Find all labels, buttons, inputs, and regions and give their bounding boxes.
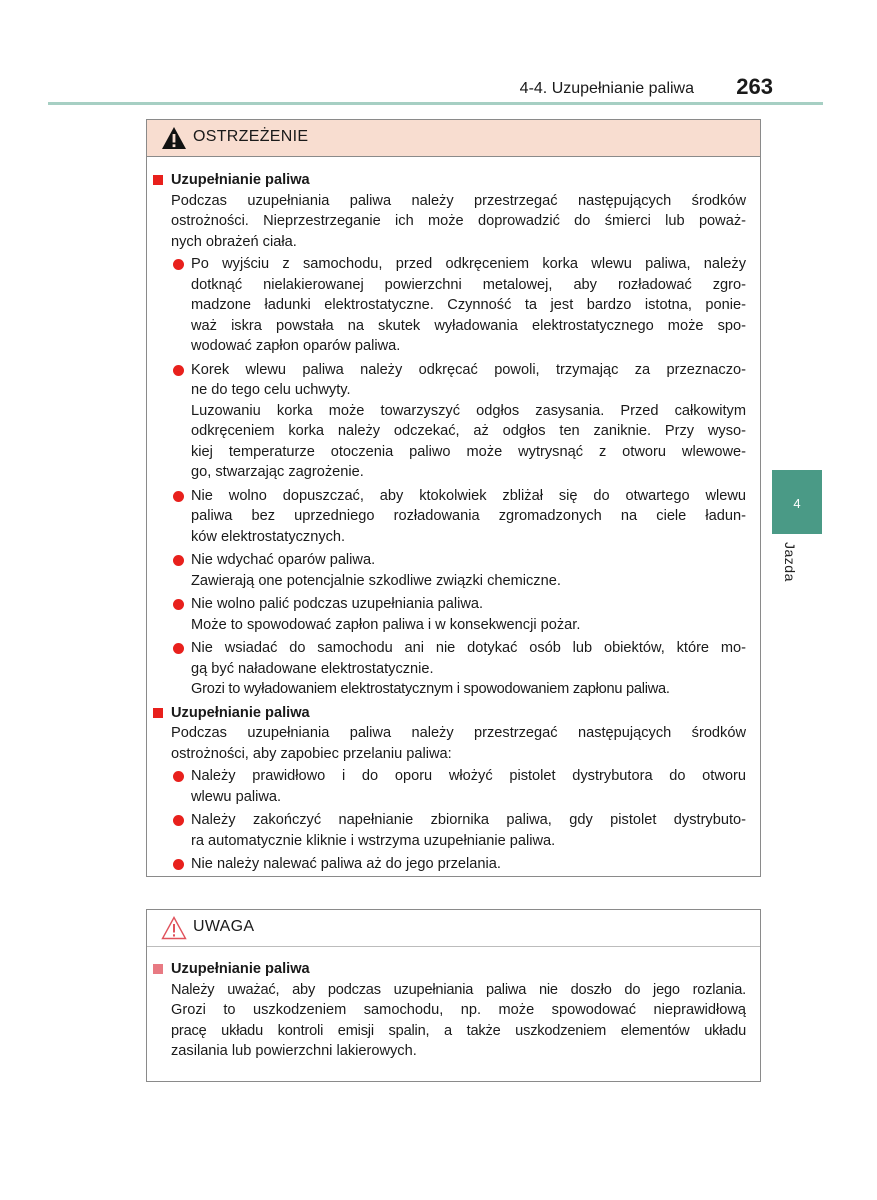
warning-content — [153, 170, 746, 878]
chapter-tab[interactable] — [772, 470, 822, 534]
section-title: 4-4. Uzupełnianie paliwa — [519, 80, 694, 97]
bullet-dot-icon — [173, 599, 184, 610]
warning-header — [147, 120, 760, 157]
caution-section-title: Uzupełnianie paliwa — [153, 959, 746, 980]
list-item: Należy zakończyć napełnianie zbiornika paliwa, gdy pistolet dystrybuto- ra automatycznie kliknie i wstrzyma uzupełnianie paliwa. — [171, 810, 746, 851]
warning-section-2-intro: Podczas uzupełniania paliwa należy przestrzegać następujących środków ostrożności, aby zapobiec przelaniu paliwa: — [171, 725, 746, 762]
list-item: Korek wlewu paliwa należy odkręcać powoli, trzymając za przeznaczo- ne do tego celu uchwyty. Luzowaniu korka może towarzyszyć odgłos zasysania. Przed całkowitym odkręceniem korka należy odczekać, aż odgłos ten zaniknie. Przy wyso- kiej temperaturze otoczenia paliwo może wytrysnąć z otworu wlewowe- go, stwarzając zagrożenie. — [171, 360, 746, 483]
caution-content — [153, 959, 746, 1062]
list-item: Nie wdychać oparów paliwa. Zawierają one potencjalnie szkodliwe związki chemiczne. — [171, 550, 746, 591]
caution-body: Należy uważać, aby podczas uzupełniania paliwa nie doszło do jego rozlania. Grozi to uszkodzeniem samochodu, np. może spowodować nieprawidłową pracę układu kontroli emisji spalin, a także uszkodzeniem elementów układu zasilania lub powierzchni lakierowych. — [171, 981, 746, 1059]
list-item: Po wyjściu z samochodu, przed odkręceniem korka wlewu paliwa, należy dotknąć nielakierowanej powierzchni metalowej, aby rozładować zgro- madzone ładunki elektrostatyczne. Czynność ta jest bardzo istotna, ponie- waż iskra powstała na skutek wyładowania elektrostatycznego może spo- wodować zapłon oparów paliwa. — [171, 254, 746, 357]
pink-square-icon — [153, 964, 163, 974]
bullet-dot-icon — [173, 815, 184, 826]
bullet-dot-icon — [173, 491, 184, 502]
warning-section-2-title: Uzupełnianie paliwa — [153, 703, 746, 724]
warning-section-1-title: Uzupełnianie paliwa — [153, 170, 746, 191]
warning-section-1-intro: Podczas uzupełniania paliwa należy przestrzegać następujących środków ostrożności. Nieprzestrzeganie ich może doprowadzić do śmierci lub poważ- nych obrażeń ciała. — [171, 192, 746, 250]
warning-section-1-bullets — [153, 254, 746, 700]
caution-header — [147, 910, 760, 947]
list-item: Nie wsiadać do samochodu ani nie dotykać osób lub obiektów, które mo- gą być naładowane elektrostatycznie. Grozi to wyładowaniem elektrostatycznym i spowodowaniem zapłonu paliwa. — [171, 638, 746, 700]
list-item: Nie wolno palić podczas uzupełniania paliwa. Może to spowodować zapłon paliwa i w konsekwencji pożar. — [171, 594, 746, 635]
bullet-dot-icon — [173, 555, 184, 566]
caution-title: UWAGA — [193, 918, 255, 935]
warning-triangle-icon — [161, 126, 187, 150]
bullet-dot-icon — [173, 365, 184, 376]
bullet-dot-icon — [173, 859, 184, 870]
chapter-label: Jazda — [782, 542, 798, 582]
page-number: 263 — [736, 74, 773, 99]
caution-triangle-icon — [161, 916, 187, 940]
list-item: Nie należy nalewać paliwa aż do jego przelania. — [171, 854, 746, 875]
red-square-icon — [153, 175, 163, 185]
list-item: Nie wolno dopuszczać, aby ktokolwiek zbliżał się do otwartego wlewu paliwa bez uprzedniego rozładowania zgromadzonych na ciele ładun- ków elektrostatycznych. — [171, 486, 746, 548]
warning-box — [146, 119, 761, 877]
warning-title: OSTRZEŻENIE — [193, 128, 309, 145]
bullet-dot-icon — [173, 643, 184, 654]
bullet-dot-icon — [173, 771, 184, 782]
red-square-icon — [153, 708, 163, 718]
warning-section-2-bullets — [153, 766, 746, 875]
list-item: Należy prawidłowo i do oporu włożyć pistolet dystrybutora do otworu wlewu paliwa. — [171, 766, 746, 807]
header-rule — [48, 102, 823, 105]
caution-box — [146, 909, 761, 1082]
page-header — [0, 74, 877, 104]
bullet-dot-icon — [173, 259, 184, 270]
chapter-number: 4 — [793, 496, 801, 511]
